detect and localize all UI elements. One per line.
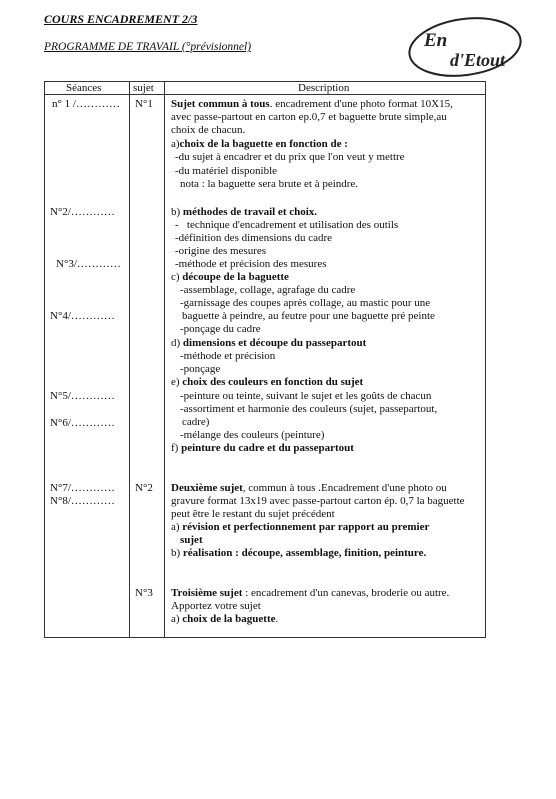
desc-line (171, 97, 453, 111)
desc-text: a) (171, 521, 180, 533)
desc-line: baguette à peindre, au feutre pour une baguette pré peinte (182, 310, 435, 322)
desc-bold: choix de la baguette (182, 613, 276, 625)
logo-text-bottom: d'Etout (450, 50, 506, 70)
desc-bold: Troisième sujet (171, 587, 243, 599)
desc-line: -origine des mesures (175, 245, 267, 257)
desc-text: a) (171, 138, 180, 150)
desc-line (175, 218, 398, 232)
desc-line: gravure format 13x19 avec passe-partout carton ép. 0,7 la baguette (171, 495, 465, 507)
desc-line (171, 270, 289, 284)
desc-bold: Sujet commun à tous (171, 98, 270, 110)
document-subtitle: PROGRAMME DE TRAVAIL (°prévisionnel) (44, 41, 252, 53)
desc-line: cadre) (182, 416, 210, 428)
desc-text: b) (171, 547, 181, 559)
desc-text: d) (171, 337, 181, 349)
desc-text: technique d'encadrement et utilisation des outils (186, 219, 399, 231)
desc-line (171, 481, 447, 495)
desc-line: -ponçage (180, 363, 221, 375)
desc-bold: peinture du cadre et du passepartout (181, 442, 354, 454)
desc-bold: découpe de la baguette (182, 271, 289, 283)
table-bottom-border (44, 637, 486, 638)
desc-text: , commun à tous .Encadrement d'une photo ou (242, 482, 447, 494)
desc-line: -définition des dimensions du cadre (175, 232, 333, 244)
seance-4: N°4/………… (50, 310, 115, 322)
desc-text: c) (171, 271, 180, 283)
seance-6: N°6/………… (50, 417, 115, 429)
document-title: COURS ENCADREMENT 2/3 (44, 12, 198, 26)
desc-text: a) (171, 613, 180, 625)
desc-line: -assortiment et harmonie des couleurs (sujet, passepartout, (180, 403, 438, 415)
logo-text-top: En (424, 30, 448, 51)
desc-line: -du sujet à encadrer et du prix que l'on veut y mettre (175, 151, 405, 163)
seance-3: N°3/………… (56, 258, 121, 270)
desc-line: -du matériel disponible (175, 165, 278, 177)
sujet-1: N°1 (135, 98, 153, 110)
desc-line (171, 137, 348, 151)
table-col-divider-2 (164, 81, 165, 638)
desc-line: choix de chacun. (171, 124, 246, 136)
desc-line (171, 441, 354, 455)
seance-2: N°2/………… (50, 206, 115, 218)
desc-text: . encadrement d'une photo format 10X15, (269, 98, 453, 110)
desc-line (171, 520, 429, 534)
column-header-sujet: sujet (133, 82, 154, 94)
desc-bold: méthodes de travail et choix. (182, 206, 318, 218)
desc-text: b) (171, 206, 181, 218)
seance-1: n° 1 /………… (52, 98, 120, 110)
column-header-description: Description (298, 82, 350, 94)
desc-line: -méthode et précision (180, 350, 276, 362)
desc-line (171, 612, 278, 626)
desc-line (171, 336, 366, 350)
sujet-2: N°2 (135, 482, 153, 494)
column-header-seances: Séances (66, 82, 102, 94)
desc-line: sujet (180, 534, 203, 546)
table-right-border (485, 81, 486, 638)
desc-line: -garnissage des coupes après collage, au mastic pour une (180, 297, 431, 309)
table-header-divider (44, 94, 486, 95)
desc-text: e) (171, 376, 180, 388)
desc-line (171, 546, 426, 560)
table-col-divider-1 (129, 81, 130, 638)
desc-line: -assemblage, collage, agrafage du cadre (180, 284, 356, 296)
desc-line: peut être le restant du sujet précédent (171, 508, 335, 520)
desc-line (171, 375, 363, 389)
desc-line: Apportez votre sujet (171, 600, 261, 612)
desc-text: - (175, 219, 179, 231)
desc-bold: révision et perfectionnement par rapport au premier (182, 521, 430, 533)
desc-bold: choix de la baguette en fonction de : (179, 138, 348, 150)
sujet-3: N°3 (135, 587, 153, 599)
desc-line: -mélange des couleurs (peinture) (180, 429, 325, 441)
seance-8: N°8/………… (50, 495, 115, 507)
desc-bold: choix des couleurs en fonction du sujet (182, 376, 364, 388)
desc-text: f) (171, 442, 179, 454)
desc-text: . (275, 613, 279, 625)
desc-line: -peinture ou teinte, suivant le sujet et les goûts de chacun (180, 390, 432, 402)
seance-5: N°5/………… (50, 390, 115, 402)
desc-line: nota : la baguette sera brute et à peindre. (180, 178, 359, 190)
desc-bold: dimensions et découpe du passepartout (182, 337, 367, 349)
desc-bold: réalisation : découpe, assemblage, finition, peinture. (182, 547, 427, 559)
seance-7: N°7/………… (50, 482, 115, 494)
desc-line (171, 205, 317, 219)
desc-text: : encadrement d'un canevas, broderie ou autre. (242, 587, 450, 599)
desc-bold: Deuxième sujet (171, 482, 243, 494)
table-left-border (44, 81, 45, 638)
desc-line: -méthode et précision des mesures (175, 258, 327, 270)
en-detout-logo (406, 16, 524, 78)
desc-line: avec passe-partout en carton ep.0,7 et baguette brute simple,au (171, 111, 447, 123)
table-top-border (44, 81, 486, 82)
desc-line: -ponçage du cadre (180, 323, 261, 335)
desc-line (171, 586, 449, 600)
